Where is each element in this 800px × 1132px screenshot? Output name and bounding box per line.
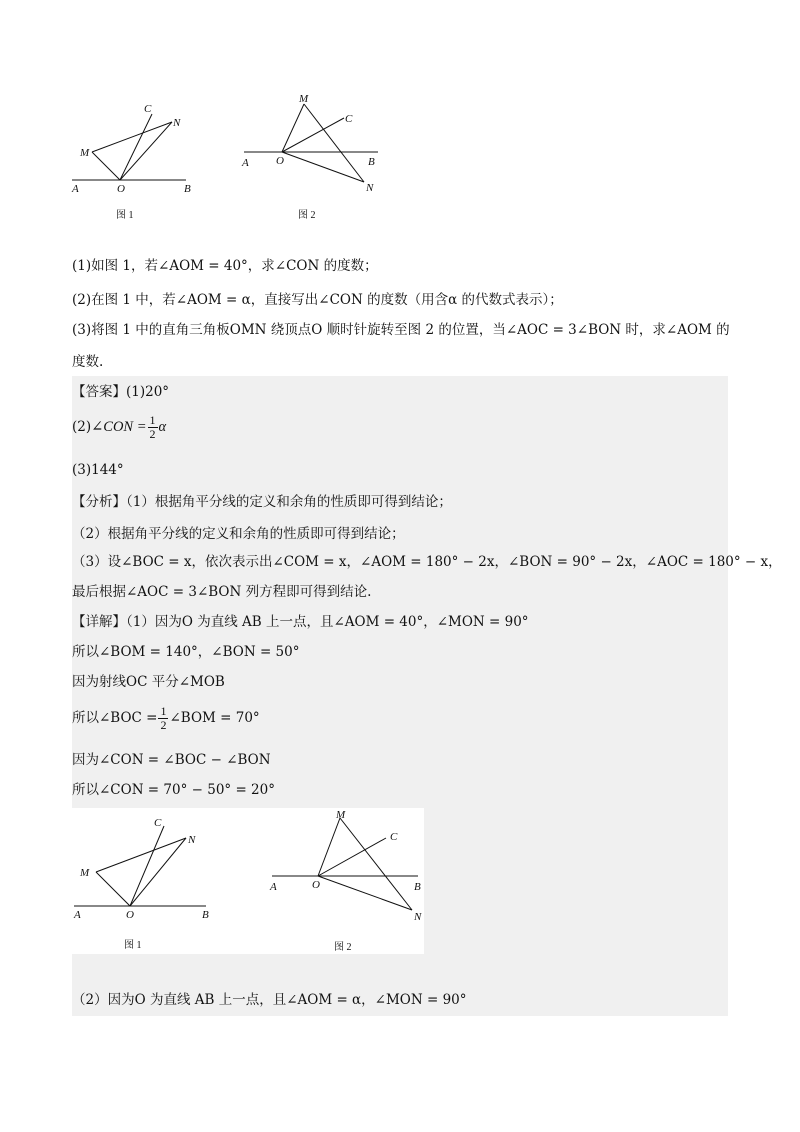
figure-caption: 图 2 xyxy=(334,942,352,953)
label-C: C xyxy=(390,831,398,843)
label-A: A xyxy=(270,881,277,893)
label-A: A xyxy=(72,183,79,195)
figure-caption: 图 2 xyxy=(298,210,316,221)
label-O: O xyxy=(126,909,134,921)
question-1: (1)如图 1，若∠AOM = 40°，求∠CON 的度数； xyxy=(72,258,378,274)
label-N: N xyxy=(173,117,181,129)
analysis-label: 【分析】 xyxy=(72,494,126,510)
detail-line-6: 所以∠CON = 70° − 50° = 20° xyxy=(72,782,275,798)
detail-line-7: （2）因为O 为直线 AB 上一点，且∠AOM = α，∠MON = 90° xyxy=(72,992,467,1008)
label-A: A xyxy=(74,909,81,921)
label-O: O xyxy=(276,155,284,167)
label-N: N xyxy=(366,182,374,194)
detail-line-5: 因为∠CON = ∠BOC − ∠BON xyxy=(72,752,271,768)
label-M: M xyxy=(299,93,309,105)
label-C: C xyxy=(154,817,162,829)
label-N: N xyxy=(414,911,422,923)
label-A: A xyxy=(242,157,249,169)
label-N: N xyxy=(188,834,196,846)
figure-caption: 图 1 xyxy=(124,940,142,951)
label-M: M xyxy=(80,147,90,159)
figure-2-answer xyxy=(264,808,424,954)
figure-1-answer xyxy=(72,814,222,954)
label-O: O xyxy=(312,879,320,891)
detail-line-3: 因为射线OC 平分∠MOB xyxy=(72,674,225,690)
question-3: (3)将图 1 中的直角三角板OMN 绕顶点O 顺时针旋转至图 2 的位置，当∠AOC = 3∠BON 时，求∠AOM 的 xyxy=(72,322,730,338)
detail-line-4: 所以∠BOC = $\frac{1}{2}$ ∠BOM = 70° xyxy=(72,704,260,732)
label-C: C xyxy=(345,113,353,125)
label-B: B xyxy=(368,156,375,168)
fraction-one-half: $\frac{1}{2}$ xyxy=(149,413,156,441)
question-2: (2)在图 1 中，若∠AOM = α，直接写出∠CON 的度数（用含α 的代数式表示）； xyxy=(72,292,563,308)
question-3-cont: 度数. xyxy=(72,354,104,370)
detail-line-1: 【详解】（1）因为O 为直线 AB 上一点，且∠AOM = 40°，∠MON = 90° xyxy=(72,614,529,630)
answer-3: (3)144° xyxy=(72,462,124,478)
fraction-one-half: $\frac{1}{2}$ xyxy=(160,704,167,732)
detail-label: 【详解】 xyxy=(72,614,126,630)
label-B: B xyxy=(202,909,209,921)
answer-1: (1)20° xyxy=(126,384,170,400)
analysis-line-3: （3）设∠BOC = x，依次表示出∠COM = x，∠AOM = 180° − 2x，∠BON = 90° − 2x，∠AOC = 180° − x， xyxy=(72,554,782,570)
analysis-line-1: 【分析】（1）根据角平分线的定义和余角的性质即可得到结论； xyxy=(72,494,452,510)
label-M: M xyxy=(336,809,346,821)
label-M: M xyxy=(80,867,90,879)
figure-2-top xyxy=(236,92,386,228)
answer-line-1 xyxy=(72,382,169,402)
detail-line-2: 所以∠BOM = 140°，∠BON = 50° xyxy=(72,644,300,660)
answer-line-2: (2)∠CON = $\frac{1}{2}$ α xyxy=(72,413,167,441)
label-B: B xyxy=(414,881,421,893)
analysis-line-2: （2）根据角平分线的定义和余角的性质即可得到结论； xyxy=(72,526,405,542)
answer-label: 【答案】 xyxy=(72,384,126,400)
label-C: C xyxy=(144,103,152,115)
label-B: B xyxy=(184,183,191,195)
label-O: O xyxy=(117,183,125,195)
analysis-line-4: 最后根据∠AOC = 3∠BON 列方程即可得到结论. xyxy=(72,584,372,600)
figure-1-top xyxy=(64,98,204,228)
figure-caption: 图 1 xyxy=(116,210,134,221)
